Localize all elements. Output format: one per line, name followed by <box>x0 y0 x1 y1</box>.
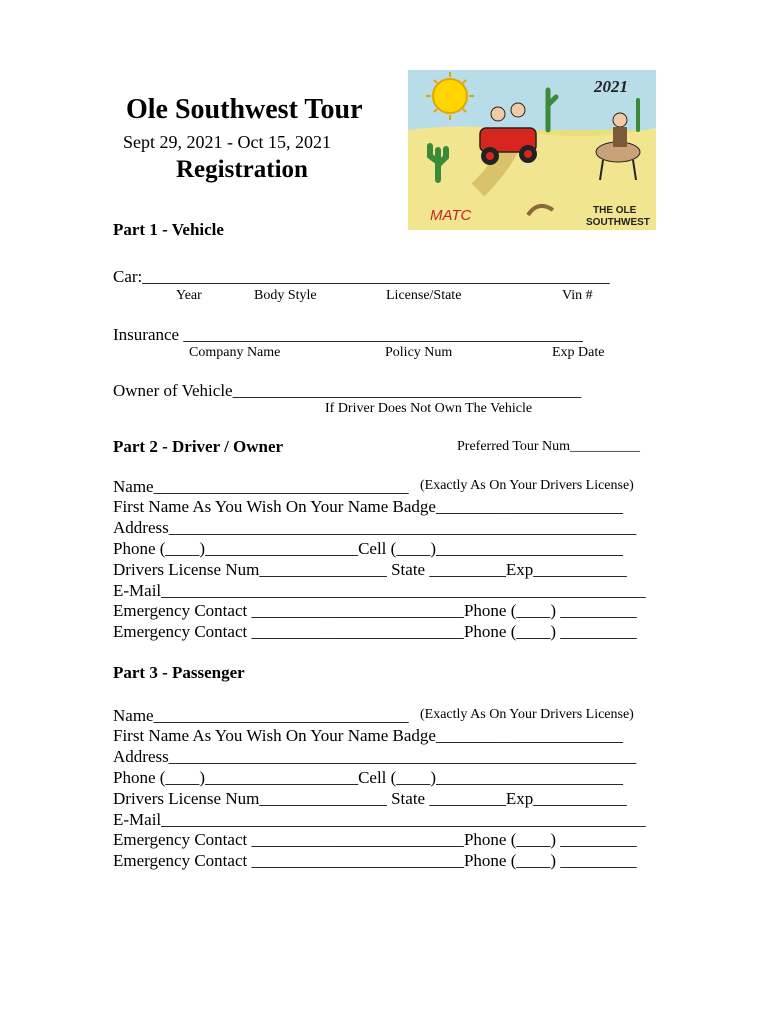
part1-heading: Part 1 - Vehicle <box>113 220 224 239</box>
page-title: Ole Southwest Tour <box>126 94 363 125</box>
insurance-sub-exp: Exp Date <box>552 345 605 360</box>
driver-name-field[interactable]: Name______________________________ <box>113 477 409 496</box>
passenger-emergency-1-field[interactable]: Emergency Contact _________________________Phone (____) _________ <box>113 830 637 849</box>
owner-sub: If Driver Does Not Own The Vehicle <box>325 401 533 416</box>
passenger-license-field[interactable]: Drivers License Num_______________ State _________Exp___________ <box>113 789 627 808</box>
driver-email-field[interactable]: E-Mail_________________________________________________________ <box>113 581 646 600</box>
banner-line1: THE OLE <box>593 205 637 216</box>
insurance-sub-policy: Policy Num <box>385 345 453 360</box>
artwork-year: 2021 <box>594 77 628 96</box>
part2-heading: Part 2 - Driver / Owner <box>113 437 284 456</box>
passenger-email-field[interactable]: E-Mail_________________________________________________________ <box>113 810 646 829</box>
banner-line2: SOUTHWEST <box>586 217 650 228</box>
tour-dates: Sept 29, 2021 - Oct 15, 2021 <box>123 132 331 152</box>
driver-license-field[interactable]: Drivers License Num_______________ State _________Exp___________ <box>113 560 627 579</box>
registration-heading: Registration <box>176 156 308 183</box>
car-sub-body-style: Body Style <box>254 288 317 303</box>
passenger-name-note: (Exactly As On Your Drivers License) <box>420 707 634 722</box>
passenger-address-field[interactable]: Address_______________________________________________________ <box>113 747 637 766</box>
driver-emergency-1-field[interactable]: Emergency Contact _________________________Phone (____) _________ <box>113 601 637 620</box>
car-field[interactable]: Car:_______________________________________________________ <box>113 267 610 286</box>
car-sub-license-state: License/State <box>386 288 462 303</box>
driver-phone-field[interactable]: Phone (____)__________________Cell (____)______________________ <box>113 539 623 558</box>
passenger-emergency-2-field[interactable]: Emergency Contact _________________________Phone (____) _________ <box>113 851 637 870</box>
insurance-field[interactable]: Insurance _______________________________________________ <box>113 325 583 344</box>
matc-logo: MATC <box>430 207 472 224</box>
part3-heading: Part 3 - Passenger <box>113 663 245 682</box>
insurance-sub-company: Company Name <box>189 345 281 360</box>
postcard-illustration <box>408 70 656 230</box>
driver-badge-field[interactable]: First Name As You Wish On Your Name Badge______________________ <box>113 497 623 516</box>
passenger-phone-field[interactable]: Phone (____)__________________Cell (____)______________________ <box>113 768 623 787</box>
car-sub-vin: Vin # <box>562 288 593 303</box>
passenger-badge-field[interactable]: First Name As You Wish On Your Name Badge______________________ <box>113 726 623 745</box>
driver-emergency-2-field[interactable]: Emergency Contact _________________________Phone (____) _________ <box>113 622 637 641</box>
sun-icon <box>433 79 467 113</box>
passenger-name-field[interactable]: Name______________________________ <box>113 706 409 725</box>
owner-field[interactable]: Owner of Vehicle_________________________________________ <box>113 381 582 400</box>
car-sub-year: Year <box>176 288 202 303</box>
preferred-tour-field[interactable]: Preferred Tour Num__________ <box>457 439 641 454</box>
driver-name-note: (Exactly As On Your Drivers License) <box>420 478 634 493</box>
driver-address-field[interactable]: Address_______________________________________________________ <box>113 518 637 537</box>
